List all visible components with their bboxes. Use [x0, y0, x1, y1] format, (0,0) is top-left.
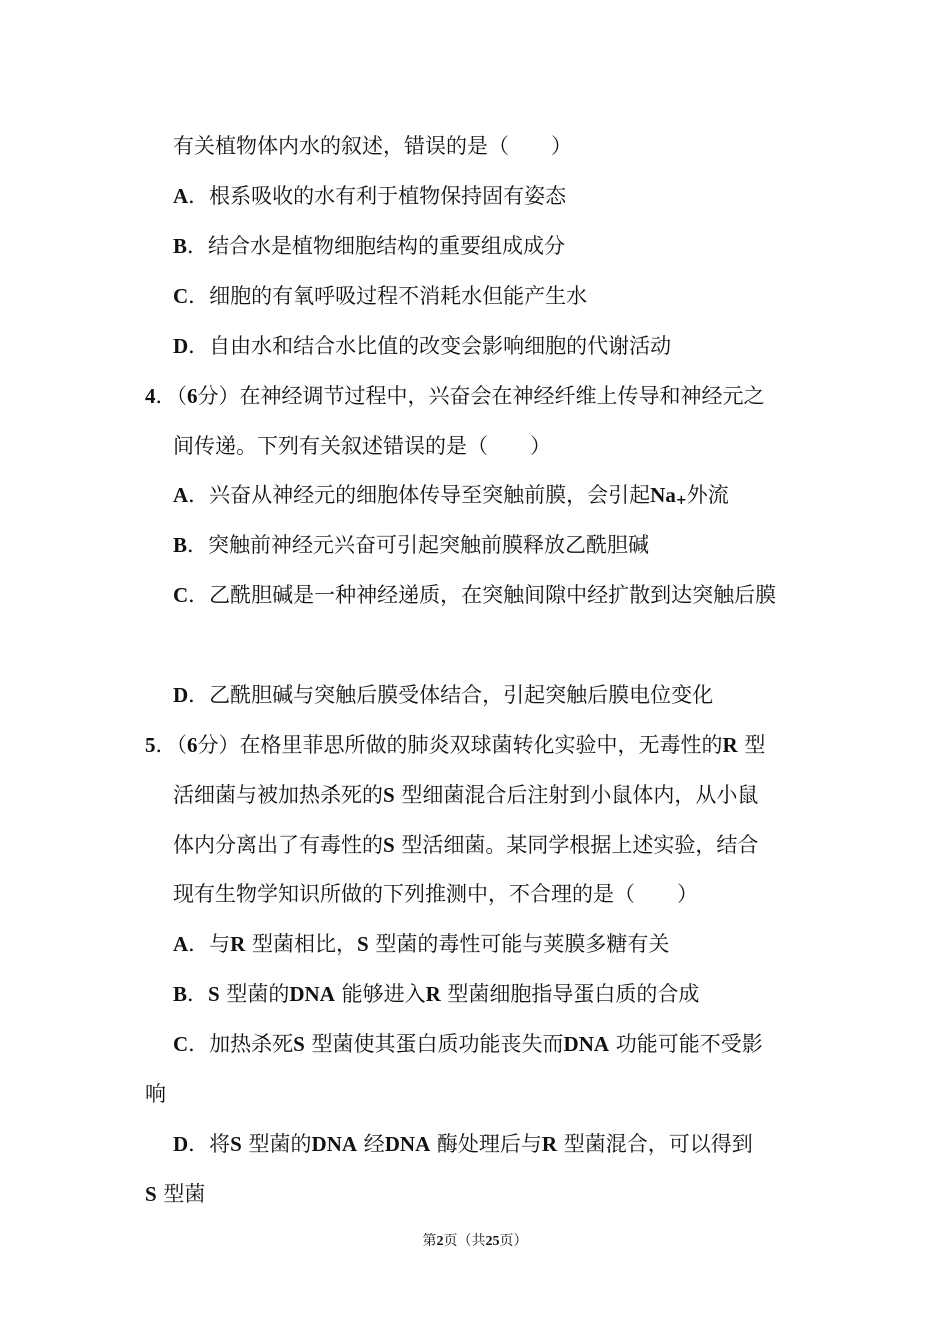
q5-option-b: B．S 型菌的DNA 能够进入R 型菌细胞指导蛋白质的合成 — [173, 982, 700, 1006]
q5-stem-line2: 活细菌与被加热杀死的S 型细菌混合后注射到小鼠体内，从小鼠 — [173, 783, 759, 807]
q3-stem-continuation: 有关植物体内水的叙述，错误的是（ ） — [173, 134, 572, 158]
q5-option-d-wrap: S 型菌 — [145, 1182, 206, 1206]
q4-option-c: C．乙酰胆碱是一种神经递质，在突触间隙中经扩散到达突触后膜 — [173, 583, 777, 607]
q5-option-c: C．加热杀死S 型菌使其蛋白质功能丧失而DNA 功能可能不受影 — [173, 1032, 763, 1056]
q5-stem-line4: 现有生物学知识所做的下列推测中，不合理的是（ ） — [173, 882, 698, 906]
page-footer: 第2页（共25页） — [422, 1233, 528, 1249]
q3-option-d: D．自由水和结合水比值的改变会影响细胞的代谢活动 — [173, 334, 672, 358]
q5-stem-line3: 体内分离出了有毒性的S 型活细菌。某同学根据上述实验，结合 — [173, 833, 759, 857]
q4-option-a: A．兴奋从神经元的细胞体传导至突触前膜，会引起Na+外流 — [173, 483, 729, 508]
q3-option-a: A．根系吸收的水有利于植物保持固有姿态 — [173, 184, 567, 208]
q5-option-c-wrap: 响 — [145, 1082, 166, 1106]
q5-option-d: D．将S 型菌的DNA 经DNA 酶处理后与R 型菌混合，可以得到 — [173, 1132, 753, 1156]
q4-option-b: B．突触前神经元兴奋可引起突触前膜释放乙酰胆碱 — [173, 533, 650, 557]
q3-option-c: C．细胞的有氧呼吸过程不消耗水但能产生水 — [173, 284, 588, 308]
q4-stem-line2: 间传递。下列有关叙述错误的是（ ） — [173, 434, 551, 458]
q5-option-a: A．与R 型菌相比，S 型菌的毒性可能与荚膜多糖有关 — [173, 932, 670, 956]
q3-option-b: B．结合水是植物细胞结构的重要组成成分 — [173, 234, 566, 258]
q4-stem-line1: 4．（6分）在神经调节过程中，兴奋会在神经纤维上传导和神经元之 — [145, 384, 765, 408]
q4-option-d: D．乙酰胆碱与突触后膜受体结合，引起突触后膜电位变化 — [173, 683, 714, 707]
q5-stem-line1: 5．（6分）在格里菲思所做的肺炎双球菌转化实验中，无毒性的R 型 — [145, 733, 766, 757]
